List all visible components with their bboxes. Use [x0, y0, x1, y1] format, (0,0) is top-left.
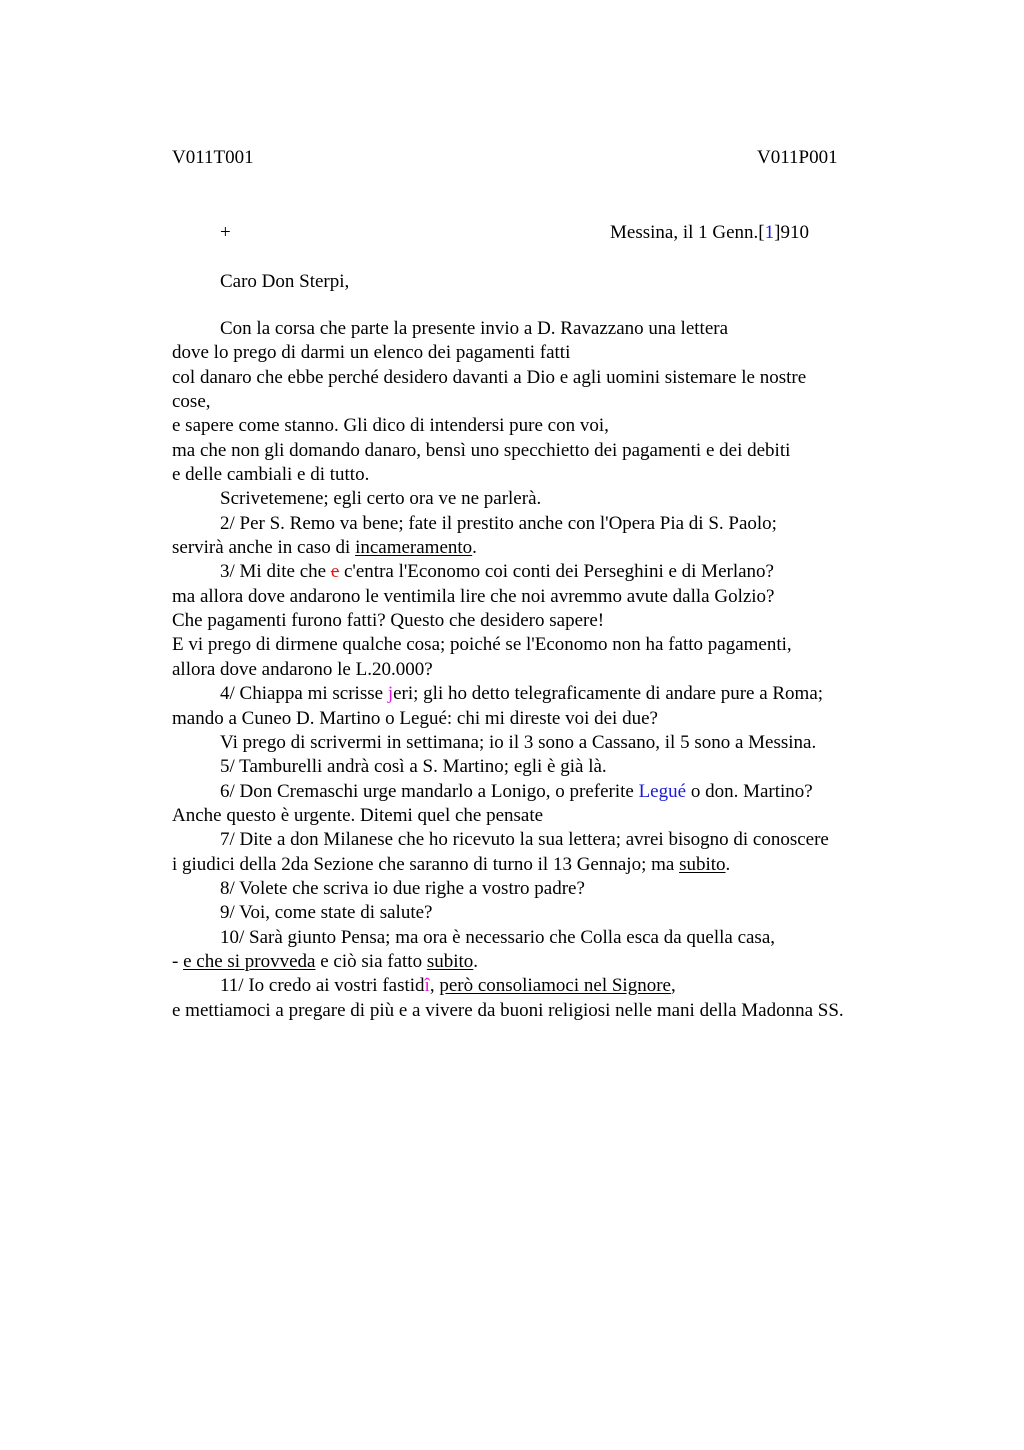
text-span: 4/ Chiappa mi scrisse: [220, 683, 388, 705]
text-line: mando a Cuneo D. Martino o Legué: chi mi direste voi dei due?: [172, 707, 658, 729]
cross-mark: +: [220, 222, 231, 243]
text-span: eri; gli ho detto telegraficamente di andare pure a Roma;: [393, 683, 824, 705]
text-span: .: [725, 853, 731, 875]
text-span: e ciò sia fatto: [315, 950, 427, 972]
text-line: ma che non gli domando danaro, bensì uno specchietto dei pagamenti e dei debiti: [172, 439, 791, 461]
text-span: -: [172, 950, 184, 972]
text-span: servirà anche in caso di: [172, 537, 356, 559]
place-date-editorial-note: 1: [764, 222, 775, 243]
underlined-phrase: però consoliamoci nel Signore: [439, 975, 671, 997]
text-line: Che pagamenti furono fatti? Questo che desidero sapere!: [172, 610, 605, 632]
salutation: Caro Don Sterpi,: [220, 271, 350, 292]
place-date-suffix: ]910: [774, 222, 809, 243]
item-4-line: [172, 682, 932, 706]
text-line: ma allora dove andarono le ventimila lire che noi avremmo avute dalla Golzio?: [172, 585, 775, 607]
item-9-line: 9/ Voi, come state di salute?: [220, 902, 433, 924]
text-span: 6/ Don Cremaschi urge mandarlo a Lonigo, o preferite: [220, 780, 639, 802]
text-line: Con la corsa che parte la presente invio a D. Ravazzano una lettera: [220, 318, 729, 339]
letter-body: [172, 317, 932, 1023]
underlined-word: subito: [426, 950, 474, 972]
text-line: allora dove andarono le L.20.000?: [172, 658, 433, 680]
text-span: 11/ Io credo ai vostri fastid: [220, 975, 425, 997]
text-span: c'entra l'Economo coi conti dei Perseghini e di Merlano?: [339, 561, 774, 583]
text-line: e mettiamoci a pregare di più e a vivere da buoni religiosi nelle mani della Madonna SS.: [172, 999, 844, 1021]
text-span: i giudici della 2da Sezione che saranno di turno il 13 Gennajo; ma: [172, 853, 680, 875]
text-line: Scrivetemene; egli certo ora ve ne parlerà.: [220, 488, 542, 510]
deleted-letter: e: [330, 561, 340, 583]
item-5-line: 5/ Tamburelli andrà così a S. Martino; egli è già là.: [220, 756, 607, 778]
item-8-line: 8/ Volete che scriva io due righe a vostro padre?: [220, 877, 585, 899]
text-line: [172, 950, 932, 974]
corrected-letter: î: [424, 975, 430, 997]
underlined-phrase: e che si provveda: [183, 950, 316, 972]
document-code-left: V011T001: [172, 147, 254, 168]
text-line: e sapere come stanno. Gli dico di intendersi pure con voi,: [172, 415, 609, 437]
item-7-line: 7/ Dite a don Milanese che ho ricevuto la sua lettera; avrei bisogno di conoscere: [220, 829, 829, 851]
underlined-word: subito: [679, 853, 726, 875]
text-line: cose,: [172, 391, 211, 413]
editorial-name: Legué: [638, 780, 687, 802]
underlined-word: incameramento: [355, 537, 473, 559]
corrected-letter: j: [387, 683, 394, 705]
text-line: [172, 536, 932, 560]
text-span: ,: [429, 975, 440, 997]
place-date-prefix: Messina, il 1 Genn.[: [610, 222, 765, 243]
item-3-line: [172, 560, 932, 584]
item-6-line: [172, 780, 932, 804]
item-10-line: 10/ Sarà giunto Pensa; ma ora è necessario che Colla esca da quella casa,: [220, 926, 776, 948]
place-date: [610, 221, 809, 245]
document-code-right: V011P001: [757, 147, 838, 168]
text-span: ,: [670, 975, 676, 997]
text-line: dove lo prego di darmi un elenco dei pagamenti fatti: [172, 342, 571, 364]
text-span: o don. Martino?: [686, 780, 813, 802]
text-line: e delle cambiali e di tutto.: [172, 464, 370, 486]
item-11-line: [172, 974, 932, 998]
item-2-line: 2/ Per S. Remo va bene; fate il prestito anche con l'Opera Pia di S. Paolo;: [220, 512, 777, 534]
text-span: 3/ Mi dite che: [220, 561, 331, 583]
text-line: [172, 853, 932, 877]
text-line: E vi prego di dirmene qualche cosa; poiché se l'Economo non ha fatto pagamenti,: [172, 634, 792, 656]
text-line: Anche questo è urgente. Ditemi quel che pensate: [172, 804, 544, 826]
text-span: .: [472, 537, 477, 559]
text-span: .: [473, 950, 479, 972]
text-line: Vi prego di scrivermi in settimana; io il 3 sono a Cassano, il 5 sono a Messina.: [220, 731, 817, 753]
text-line: col danaro che ebbe perché desidero davanti a Dio e agli uomini sistemare le nostre: [172, 366, 807, 388]
